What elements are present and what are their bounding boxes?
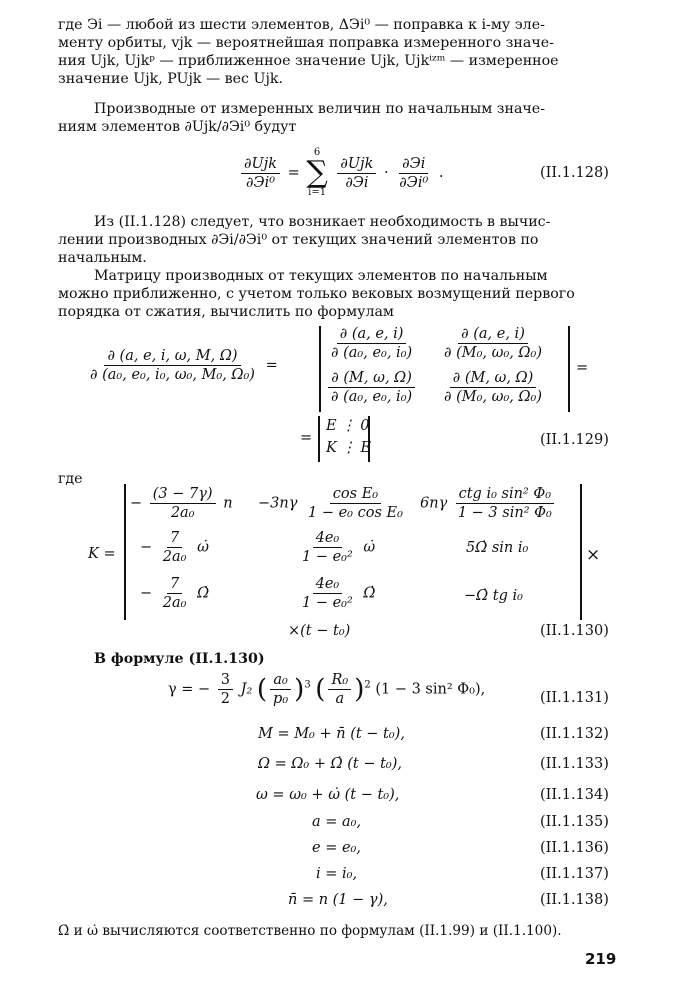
where-label: где [58, 471, 83, 487]
eq129-m21 [325, 370, 418, 405]
matrix-line-3: порядка от сжатия, вычислить по формулам [58, 304, 394, 320]
intro-line-2: менту орбиты, vjk — вероятнейшая поправка измеренного значе- [58, 35, 554, 51]
eq133-label: (II.1.133) [540, 756, 609, 772]
eq131-lhs: γ = − [168, 681, 211, 698]
eq129-m11-denominator: ∂ (a₀, e₀, i₀) [331, 345, 413, 361]
eq136-expr: e = e₀, [312, 840, 361, 856]
eq138-label: (II.1.138) [540, 892, 609, 908]
eq130-r1c1-factor: n [223, 495, 233, 512]
eq129-lhs: $\frac{\partial (a, e, i, \omega, M, \Omega)}{\text{∂ (a₀, e₀, i₀, ω₀, M₀, Ω₀)}}$ = [84, 348, 278, 383]
eq130-r1c1 [130, 486, 233, 521]
eq131-ratio1-numerator: a₀ [270, 672, 290, 690]
eq130-r3c3: −Ω̇ tg i₀ [464, 588, 523, 604]
eq129-lhs-denominator: ∂ (a₀, e₀, i₀, ω₀, M₀, Ω₀) [90, 367, 255, 383]
eq137-expr: i = i₀, [316, 866, 358, 882]
eq138-expr: n̄ = n (1 − γ), [288, 892, 388, 908]
eq135-expr: a = a₀, [312, 814, 362, 830]
eq129-m22-numerator: ∂ (M, ω, Ω) [450, 370, 537, 388]
eq129-m21-numerator: ∂ (M, ω, Ω) [328, 370, 415, 388]
eq130-tail: ×(t − t₀) [288, 623, 351, 639]
equation-128: $\frac{\text{∂Ujk}}{\text{∂Эi⁰}}$ = 6 ∑ i=1 $\frac{\text{∂Ujk}}{\partial Эi}$ · $\frac{\partial Эi}{\text{∂Эi⁰}}$ . [238, 148, 444, 198]
matrix-line-2: можно приближенно, с учетом только вековых возмущений первого [58, 286, 575, 302]
eq129-m22-denominator: ∂ (M₀, ω₀, Ω₀) [444, 389, 542, 405]
eq130-right-bar [580, 484, 582, 620]
eq128-label: (II.1.128) [540, 165, 609, 181]
eq130-r2c2-numerator: 4e₀ [313, 530, 343, 548]
derivatives-line-2: ниям элементов ∂Ujk/∂Эi⁰ будут [58, 119, 297, 135]
need-line-3: начальным. [58, 250, 147, 266]
eq128-term1-denominator: ∂Эi [345, 174, 369, 191]
eq130-r1c2 [258, 486, 409, 521]
eq128-term2-denominator: ∂Эi⁰ [399, 174, 429, 191]
eq130-left-bar [124, 484, 126, 620]
eq131-ratio1-power: 3 [304, 679, 311, 691]
eq131-ratio2-power: 2 [364, 679, 371, 691]
eq128-term2-numerator: ∂Эi [399, 156, 428, 174]
eq130-r3c1-factor: Ω̇ [197, 585, 210, 602]
eq131-j2: J₂ [240, 681, 253, 698]
eq131-label: (II.1.131) [540, 690, 609, 706]
eq134-expr: ω = ω₀ + ω̇ (t − t₀), [256, 787, 400, 803]
eq130-r3c2-denominator: 1 − e₀² [302, 595, 353, 611]
eq134-label: (II.1.134) [540, 787, 609, 803]
eq130-r2c1-factor: ω̇ [197, 539, 209, 556]
eq130-r1c1-numerator: (3 − 7γ) [150, 486, 216, 504]
need-line-1: Из (II.1.128) следует, что возникает необходимость в вычис- [94, 214, 551, 230]
eq132-label: (II.1.132) [540, 726, 609, 742]
eq129-m12-numerator: ∂ (a, e, i) [458, 326, 528, 344]
eq129-block-bottom: K ⋮ E [326, 440, 372, 456]
eq130-r3c2 [296, 576, 375, 611]
eq129-det-left-bar [319, 326, 321, 412]
eq128-sum-symbol: ∑ [306, 155, 328, 190]
eq129-m12 [438, 326, 548, 361]
eq129-label: (II.1.129) [540, 432, 609, 448]
matrix-line-1: Матрицу производных от текущих элементов по начальным [94, 268, 548, 284]
eq129-equals: = [300, 430, 313, 446]
eq129-m12-denominator: ∂ (M₀, ω₀, Ω₀) [444, 345, 542, 361]
eq128-sum-upper: 6 [313, 147, 321, 158]
eq131-coef-numerator: 3 [218, 672, 233, 690]
derivatives-line-1: Производные от измеренных величин по начальным значе- [94, 101, 545, 117]
eq130-r1c3-denominator: 1 − 3 sin² Φ₀ [457, 505, 552, 521]
eq130-r1c2-denominator: 1 − e₀ cos E₀ [308, 505, 403, 521]
eq130-r2c2-denominator: 1 − e₀² [302, 549, 353, 565]
intro-line-3: ния Ujk, Ujkᵖ — приближенное значение Ujk, Ujkⁱᶻᵐ — измеренное [58, 53, 559, 69]
eq130-r2c3: 5Ω̇ sin i₀ [466, 540, 529, 556]
eq130-r2c2 [296, 530, 375, 565]
final-line: Ω̇ и ω̇ вычисляются соответственно по формулам (II.1.99) и (II.1.100). [58, 923, 562, 939]
eq130-r3c1-numerator: 7 [167, 576, 182, 594]
eq131-ratio1-denominator: p₀ [273, 691, 289, 707]
in-formula-heading: В формуле (II.1.130) [94, 651, 265, 667]
eq129-block-left-bar [318, 416, 320, 462]
eq130-r3c1-sign: − [140, 585, 153, 602]
eq130-label: (II.1.130) [540, 623, 609, 639]
eq129-m21-denominator: ∂ (a₀, e₀, i₀) [331, 389, 413, 405]
intro-line-4: значение Ujk, PUjk — вес Ujk. [58, 71, 283, 87]
eq130-r1c1-denominator: 2a₀ [170, 505, 195, 521]
page-number: 219 [585, 950, 617, 968]
eq130-r2c2-factor: ω̇ [363, 539, 376, 556]
eq130-r1c1-sign: − [130, 495, 143, 512]
eq132-expr: M = M₀ + n̄ (t − t₀), [258, 726, 405, 742]
eq130-r3c2-factor: Ω̇ [363, 585, 376, 602]
eq130-r2c1-denominator: 2a₀ [162, 549, 187, 565]
eq128-lhs-denominator: ∂Эi⁰ [245, 174, 276, 191]
eq129-trailing-equals: = [576, 360, 589, 376]
eq129-m11-numerator: ∂ (a, e, i) [337, 326, 407, 344]
eq130-r3c1-denominator: 2a₀ [162, 595, 187, 611]
need-line-2: лении производных ∂Эi/∂Эi⁰ от текущих значений элементов по [58, 232, 539, 248]
eq130-r1c2-numerator: cos E₀ [330, 486, 381, 504]
equation-131: γ = − $\frac{3}{2}$ J₂ ( $\frac{\text{a₀}}{\text{p₀}}$ )$^3$ ( $\frac{\text{R₀}}{a}$ )$^2$ (1 − 3 sin² Φ₀), [168, 672, 486, 707]
eq130-r1c2-factor: −3nγ [258, 495, 298, 512]
eq129-lhs-numerator: ∂ (a, e, i, ω, M, Ω) [104, 348, 240, 366]
eq136-label: (II.1.136) [540, 840, 609, 856]
eq130-r2c1-numerator: 7 [167, 530, 182, 548]
eq129-block-top: E ⋮ 0 [326, 418, 370, 434]
eq130-r3c2-numerator: 4e₀ [313, 576, 343, 594]
eq131-ratio2-denominator: a [335, 691, 345, 707]
eq128-lhs-numerator: ∂Ujk [241, 156, 280, 174]
eq130-r1c3 [420, 486, 558, 521]
eq128-term1-numerator: ∂Ujk [337, 156, 376, 174]
eq131-ratio2-numerator: R₀ [328, 672, 351, 690]
intro-line-1: где Эi — любой из шести элементов, ΔЭi⁰ — поправка к i-му эле- [58, 17, 545, 33]
eq133-expr: Ω = Ω₀ + Ω̇ (t − t₀), [258, 756, 402, 772]
eq135-label: (II.1.135) [540, 814, 609, 830]
eq129-m11 [325, 326, 418, 361]
eq130-r3c1 [140, 576, 209, 611]
eq130-r1c3-factor: 6nγ [420, 495, 448, 512]
eq128-sum-lower: i=1 [308, 187, 327, 198]
eq129-det-right-bar [568, 326, 570, 412]
eq130-r1c3-numerator: ctg i₀ sin² Φ₀ [456, 486, 554, 504]
eq130-r2c1 [140, 530, 209, 565]
eq137-label: (II.1.137) [540, 866, 609, 882]
eq130-r2c1-sign: − [140, 539, 153, 556]
eq131-coef-denominator: 2 [220, 691, 231, 707]
eq130-times: × [586, 545, 601, 565]
eq129-m22 [438, 370, 548, 405]
eq131-tail: (1 − 3 sin² Φ₀), [375, 681, 486, 698]
eq130-lhs: K = [88, 546, 116, 562]
